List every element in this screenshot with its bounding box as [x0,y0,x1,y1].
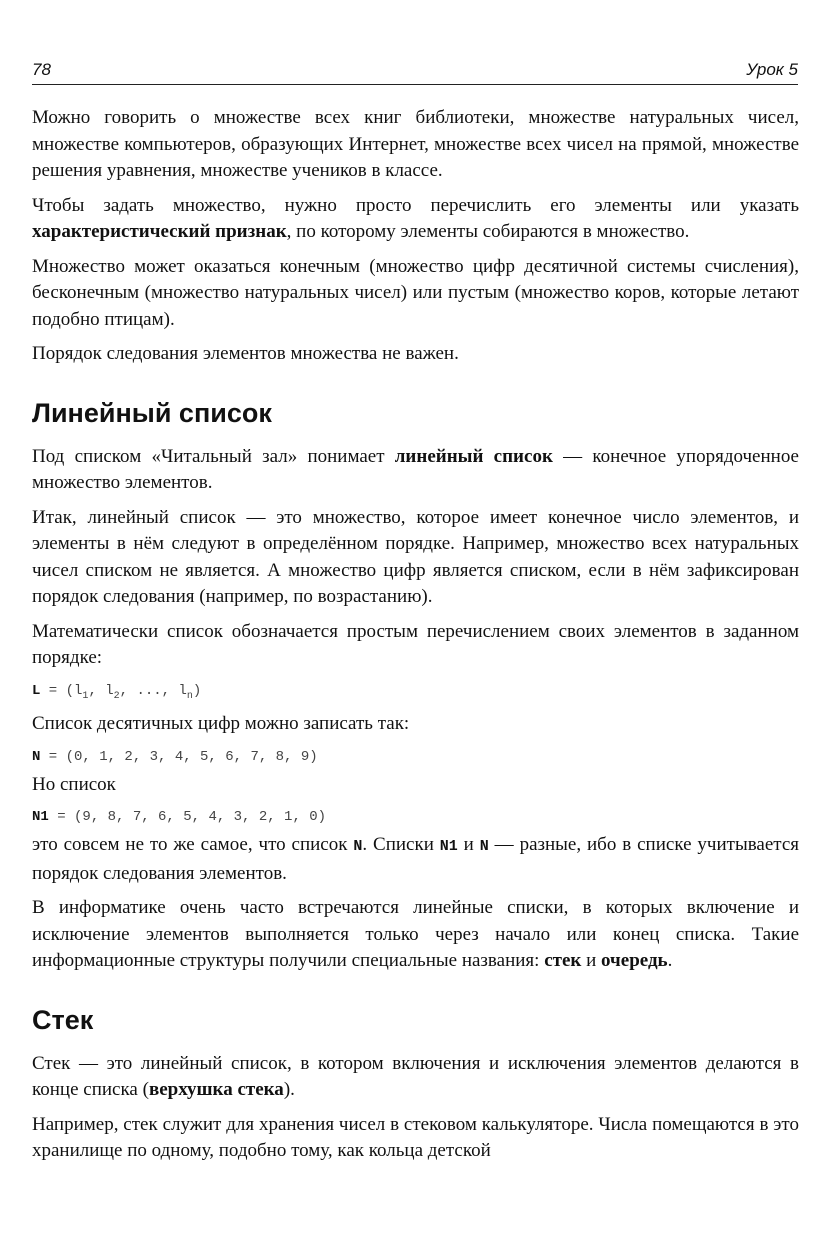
page-header [32,58,798,85]
bold-term: линейный список [394,445,553,467]
paragraph: Множество может оказаться конечным (множество цифр десятичной системы счисления), бесконечным (множество натуральных чисел) или пустым (множество коров, которые летают подобно птицам). [32,255,799,330]
bold-term: характеристический признак [32,221,287,242]
paragraph: Под списком «Читальный зал» понимает линейный список — конечное упорядоченное множество элементов. [32,445,799,493]
paragraph: это совсем не то же самое, что список N. Списки N1 и N — разные, ибо в списке учитывается порядок следования элементов. [32,834,799,884]
bold-term: верхушка стека [148,1079,284,1101]
paragraph: Чтобы задать множество, нужно просто перечислить его элементы или указать характеристический признак, по которому элементы собираются в множество. [32,194,799,242]
page-number: 78 [32,60,51,79]
section-heading-stack: Стек [32,1004,94,1035]
bold-term: очередь [601,950,668,972]
paragraph: Например, стек служит для хранения чисел в стековом калькуляторе. Числа помещаются в это хранилище по одному, подобно тому, как кольца детской [32,1113,799,1162]
page-content [32,105,799,1173]
code-line: N1 = (9, 8, 7, 6, 5, 4, 3, 2, 1, 0) [32,809,327,826]
paragraph: Математически список обозначается простым перечислением своих элементов в заданном порядке: [32,620,799,668]
paragraph: Стек — это линейный список, в котором включения и исключения элементов делаются в конце списка (верхушка стека). [32,1052,799,1101]
paragraph: Но список [32,773,116,795]
paragraph: Итак, линейный список — это множество, которое имеет конечное число элементов, и элементы в нём следуют в определённом порядке. Например, множество всех натуральных чисел списком не является. А множество цифр является списком, если в нём зафиксирован порядок следования (например, по возрастанию). [32,506,799,607]
code-line: $L = (l_1$, $l_2$, ..., $l_n$) [32,682,202,702]
bold-term: стек [544,950,582,972]
paragraph: Можно говорить о множестве всех книг библиотеки, множестве натуральных чисел, множестве компьютеров, образующих Интернет, множестве всех чисел на прямой, множестве решения уравнения, множестве учеников в классе. [32,107,799,181]
paragraph: Порядок следования элементов множества не важен. [32,343,459,364]
section-heading-linear-list: Линейный список [32,397,272,428]
paragraph: В информатике очень часто встречаются линейные списки, в которых включение и исключение элементов выполняется только через начало или конец списка. Такие информационные структуры получили специальные названия: стек и очередь. [32,897,799,972]
lesson-title: Урок 5 [746,60,798,79]
paragraph: Список десятичных цифр можно записать так: [32,713,410,735]
code-line: N = (0, 1, 2, 3, 4, 5, 6, 7, 8, 9) [32,748,318,765]
